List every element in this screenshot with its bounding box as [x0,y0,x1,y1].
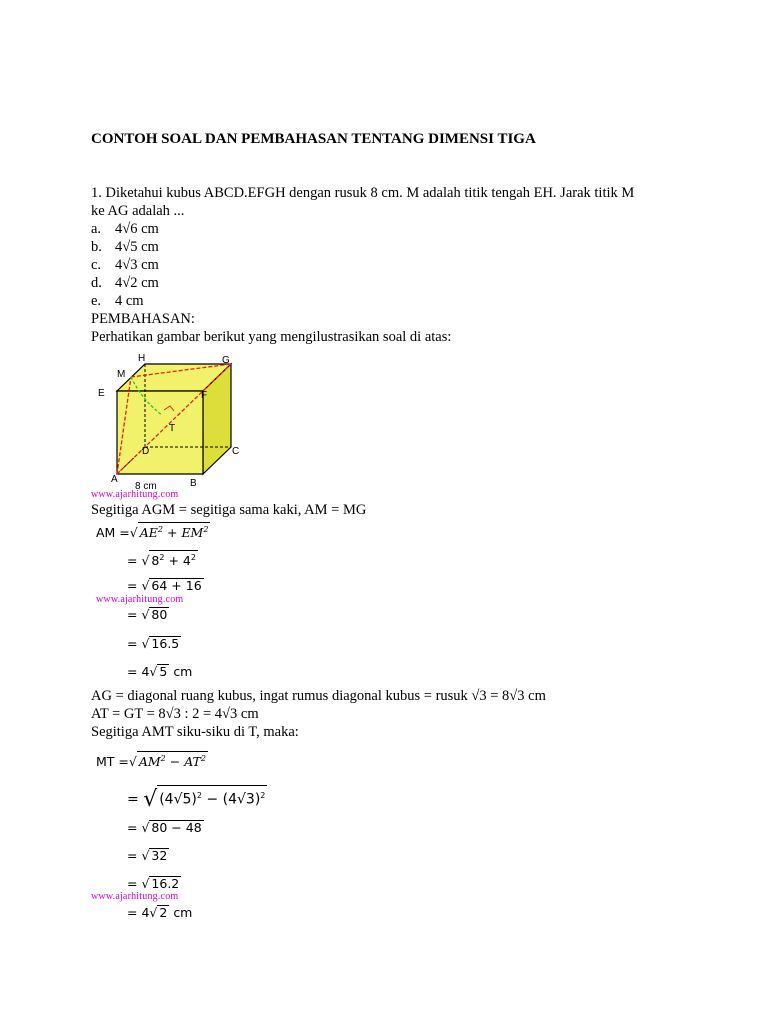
label-h: H [138,353,146,364]
option-text: 4√6 cm [115,221,159,237]
am-step-4: = √ 80 [127,607,168,622]
option-text: 4√2 cm [115,275,159,291]
am-step-6: = 4√ 5 cm [127,664,193,679]
watermark-2: www.ajarhitung.com [96,594,184,605]
option-c [91,257,159,274]
amt-statement: Segitiga AMT siku-siku di T, maka: [91,724,299,740]
label-f: F [201,390,208,401]
cube-figure [90,348,260,498]
label-edge-length: 8 cm [135,481,157,492]
option-letter: d. [91,275,102,291]
question-line-2: ke AG adalah ... [91,203,185,219]
label-g: G [222,355,230,366]
option-text: 4√3 cm [115,257,159,273]
option-a [91,221,159,238]
label-a: A [111,474,118,485]
watermark-1: www.ajarhitung.com [91,489,179,500]
ag-statement: AG = diagonal ruang kubus, ingat rumus diagonal kubus = rusuk √3 = 8√3 cm [91,688,546,704]
am-step-5: = √ 16.5 [127,636,180,651]
label-b: B [190,478,197,489]
label-c: C [232,446,240,457]
mt-step-2: = √ $(4√5)^2 - (4√3)^2$ [127,785,267,812]
label-m: M [117,369,126,380]
watermark-3: www.ajarhitung.com [91,891,179,902]
label-d: D [142,446,150,457]
option-letter: c. [91,257,102,273]
mt-step-3: = √ 80 − 48 [127,820,202,835]
pembahasan-heading: PEMBAHASAN: [91,311,195,327]
mt-step-4: = √ 32 [127,848,168,863]
option-d [91,275,159,292]
option-letter: b. [91,239,102,255]
option-text: 4√5 cm [115,239,159,255]
option-letter: a. [91,221,102,237]
option-text: 4 cm [115,293,144,309]
am-step-2: = √ $8^2 + 4^2$ [127,550,198,568]
mt-step-5: = √ 16.2 [127,876,180,891]
at-statement: AT = GT = 8√3 : 2 = 4√3 cm [91,706,259,722]
page-title: CONTOH SOAL DAN PEMBAHASAN TENTANG DIMENSI TIGA [91,131,536,147]
label-t: T [169,423,176,434]
intro-text: Perhatikan gambar berikut yang mengilustrasikan soal di atas: [91,329,452,345]
agm-statement: Segitiga AGM = segitiga sama kaki, AM = MG [91,502,367,518]
option-b [91,239,159,256]
option-letter: e. [91,293,102,309]
am-step-1: AM =√ $AE^2 + EM^2$ [96,522,210,540]
mt-step-1: MT =√ $AM^2 - AT^2$ [96,751,208,769]
option-e [91,293,144,310]
am-step-3: = √ 64 + 16 [127,578,202,593]
label-e: E [98,388,105,399]
question-line-1: 1. Diketahui kubus ABCD.EFGH dengan rusuk 8 cm. M adalah titik tengah EH. Jarak titik M [91,185,635,201]
mt-step-6: = 4√ 2 cm [127,905,193,920]
